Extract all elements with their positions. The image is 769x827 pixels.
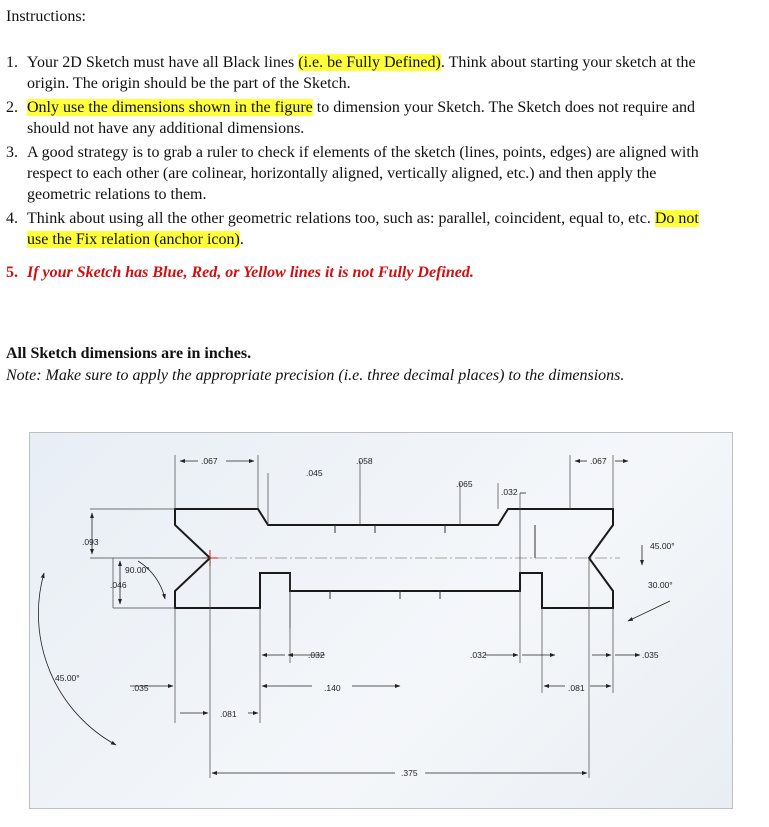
warning-text: If your Sketch has Blue, Red, or Yellow lines it is not Fully Defined.: [27, 264, 474, 281]
dim-045: .045: [306, 468, 323, 478]
dim-081-right: .081: [568, 683, 585, 693]
dim-032-top: .032: [501, 487, 518, 497]
dim-30deg: 30.00°: [648, 580, 673, 590]
item-number: 4.: [6, 210, 18, 227]
item-text: .: [239, 231, 244, 248]
sketch-drawing: [30, 433, 732, 808]
part-outline: [175, 509, 613, 608]
dim-032-right: .032: [470, 650, 487, 660]
dim-035-right: .035: [642, 650, 659, 660]
dim-032-mid: .032: [308, 650, 325, 660]
instruction-item-5: [6, 262, 718, 283]
highlighted-text: (i.e. be Fully Defined): [298, 54, 441, 71]
dim-45deg-right: 45.00°: [650, 541, 675, 551]
units-note: All Sketch dimensions are in inches.: [6, 345, 252, 362]
item-number: 3.: [6, 144, 18, 161]
sketch-figure: [29, 432, 733, 809]
dim-45deg-left: 45.00°: [55, 673, 80, 683]
dim-081-left: .081: [220, 709, 237, 719]
precision-note: Note: Make sure to apply the appropriate precision (i.e. three decimal places) to the dimensions.: [6, 367, 625, 384]
instructions-list: [6, 52, 718, 286]
instruction-item-4: [6, 208, 718, 250]
dim-093: .093: [82, 537, 99, 547]
item-text: A good strategy is to grab a ruler to check if elements of the sketch (lines, points, edges) are aligned with respect to each other (are colinear, horizontally aligned, vertically aligned, etc.) and then apply the geometric relations to them.: [27, 144, 699, 203]
item-text: Your 2D Sketch must have all Black lines: [27, 54, 299, 71]
instruction-item-1: [6, 52, 718, 94]
dim-067-left: .067: [201, 456, 218, 466]
dim-065: .065: [456, 479, 473, 489]
dim-067-right: .067: [590, 456, 607, 466]
highlighted-text: Only use the dimensions shown in the figure: [27, 99, 313, 116]
instruction-item-3: [6, 142, 718, 205]
dim-058: .058: [356, 456, 373, 466]
dim-140: .140: [324, 683, 341, 693]
dim-046: .046: [110, 580, 127, 590]
instructions-heading: Instructions:: [6, 8, 86, 25]
instruction-item-2: [6, 97, 718, 139]
item-number: 2.: [6, 99, 18, 116]
item-number: 1.: [6, 54, 18, 71]
highlighted-text: Do not use the Fix relation (anchor icon): [27, 210, 699, 248]
dim-035-left: .035: [132, 683, 149, 693]
dim-90deg: 90.00°: [125, 565, 150, 575]
item-text: . Think about starting your sketch at the origin. The origin should be the part of the Sketch.: [27, 54, 696, 92]
dim-375: .375: [401, 768, 418, 778]
item-text: Think about using all the other geometric relations too, such as: parallel, coincident, equal to, etc.: [27, 210, 655, 227]
item-text: to dimension your Sketch. The Sketch does not require and should not have any additional dimensions.: [27, 99, 696, 137]
item-number: 5.: [6, 264, 18, 281]
